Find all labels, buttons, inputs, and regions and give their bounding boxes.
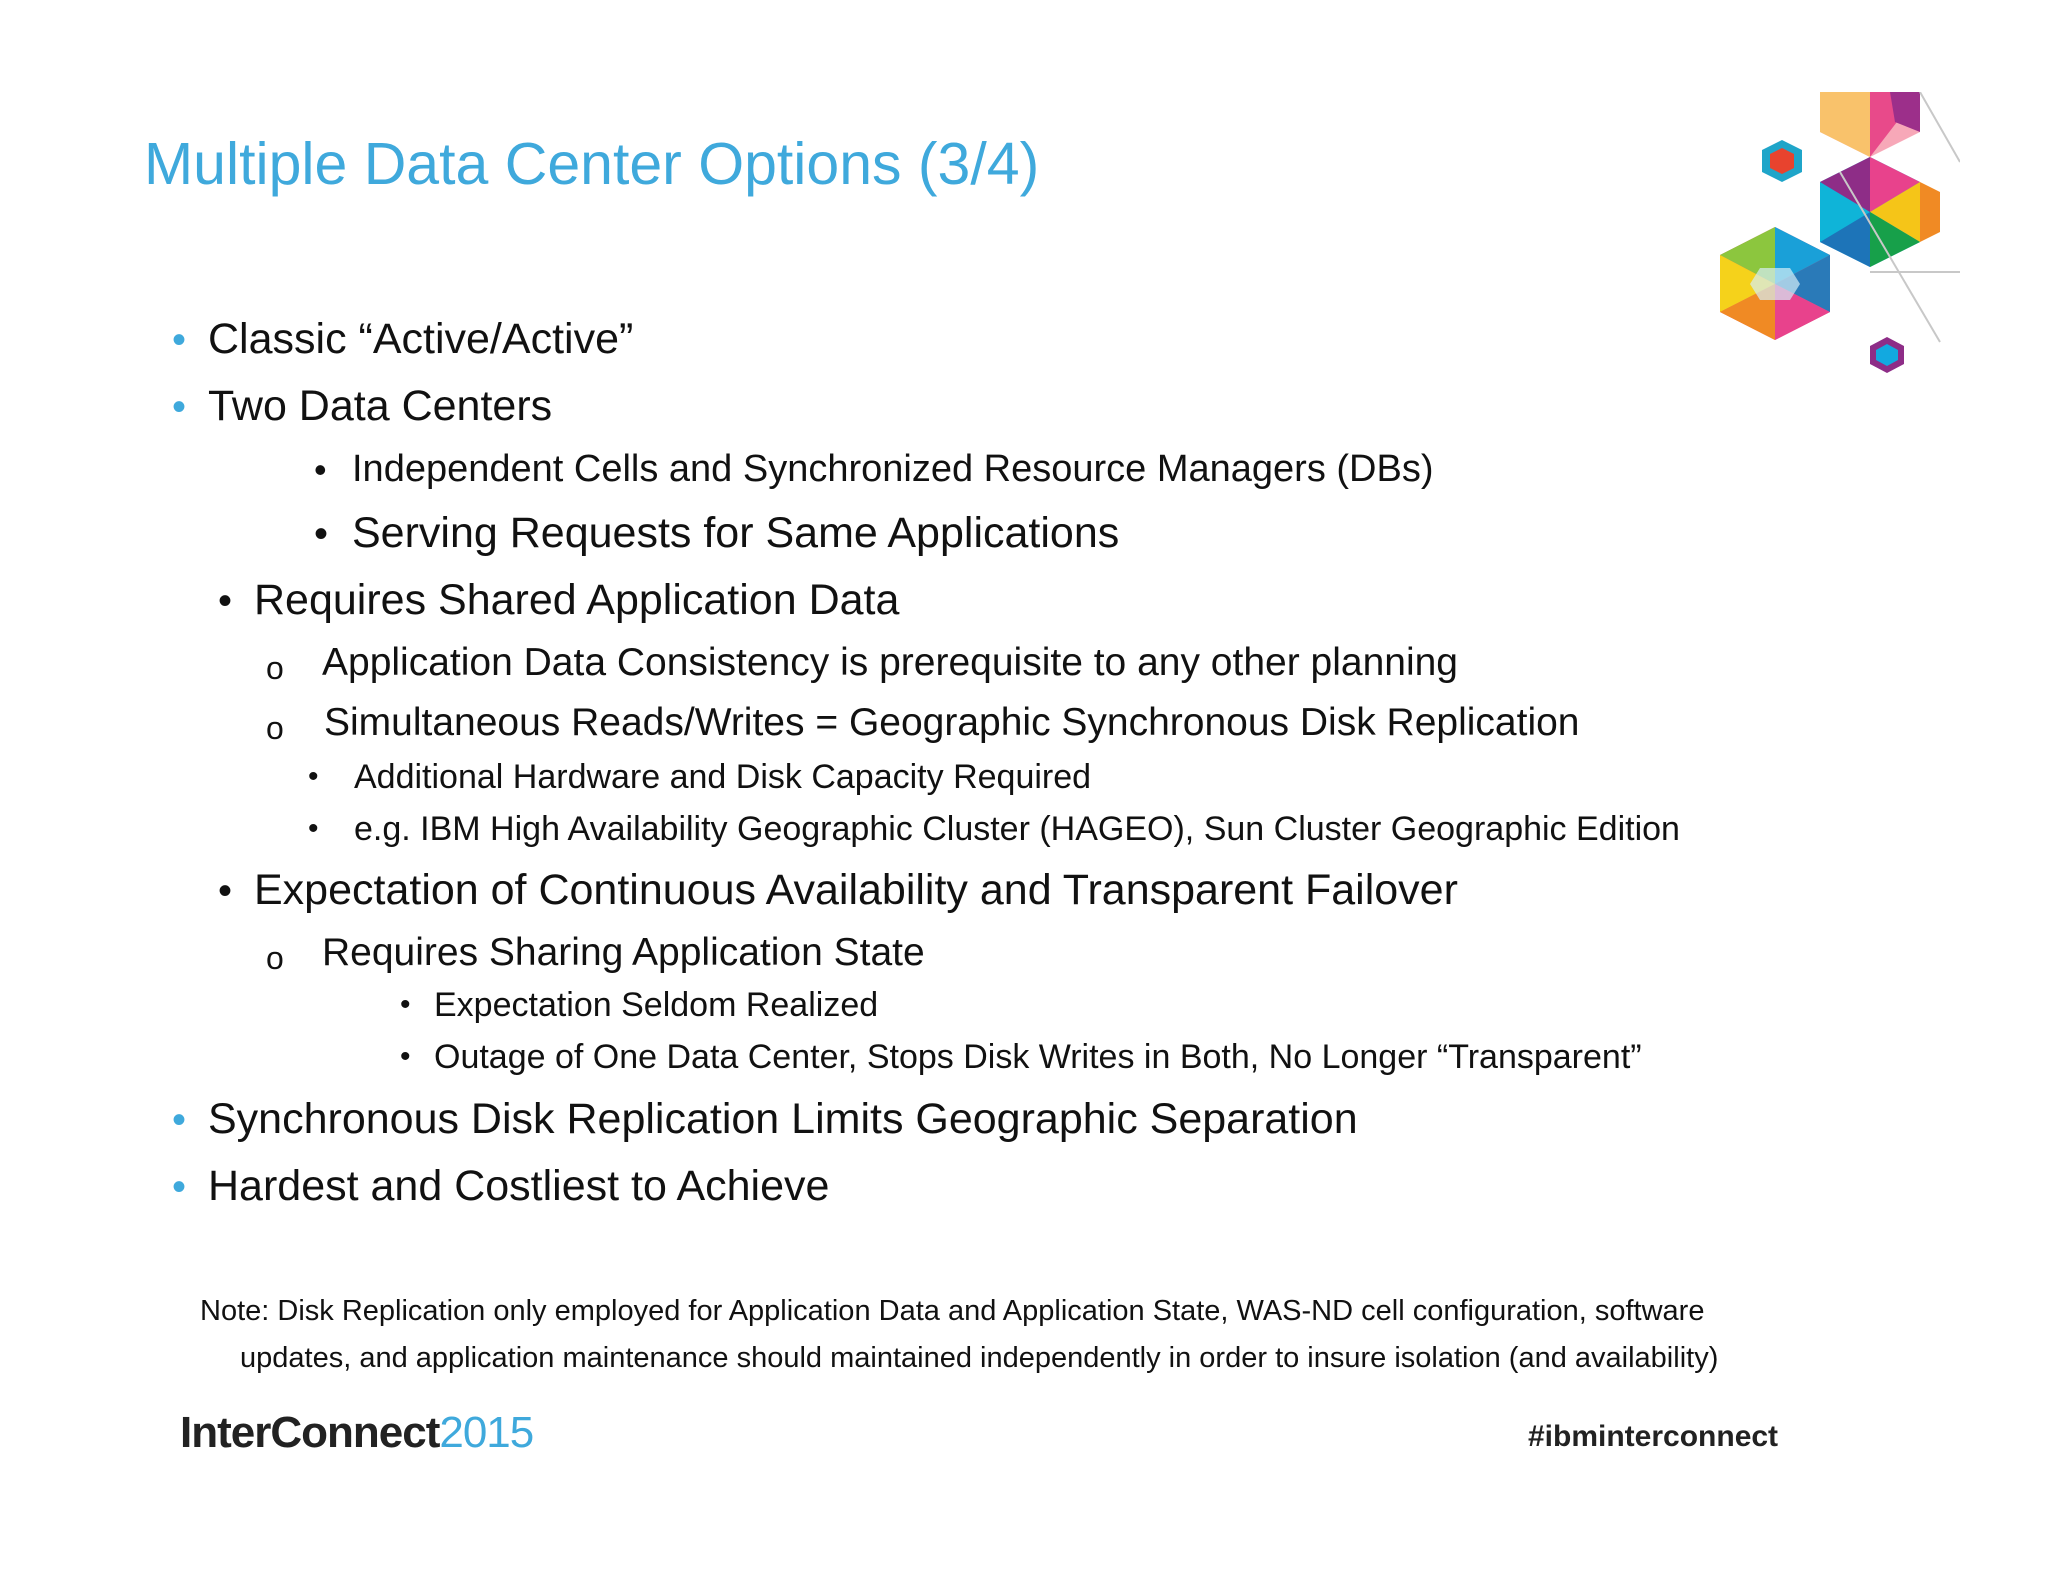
list-bullet-icon: •	[172, 1165, 187, 1209]
list-bullet-icon: o	[266, 940, 284, 976]
list-item: Expectation of Continuous Availability and Transparent Failover	[254, 866, 1458, 914]
list-item: Serving Requests for Same Applications	[352, 509, 1120, 557]
list-bullet-icon: •	[172, 318, 187, 362]
list-bullet-icon: •	[218, 579, 233, 623]
list-item: Independent Cells and Synchronized Resource Managers (DBs)	[352, 448, 1434, 490]
list-bullet-icon: •	[400, 1040, 411, 1073]
list-bullet-icon: o	[266, 710, 284, 746]
list-item: Additional Hardware and Disk Capacity Required	[354, 758, 1092, 796]
list-bullet-icon: •	[172, 1098, 187, 1142]
list-bullet-icon: •	[172, 385, 187, 429]
hashtag: #ibminterconnect	[1528, 1420, 1779, 1453]
list-item: Classic “Active/Active”	[208, 315, 634, 363]
hexagon-mosaic-graphic	[1720, 92, 1960, 382]
hexagon-rainbow-icon	[1820, 157, 1940, 267]
hexagon-left-icon	[1720, 227, 1830, 340]
footnote-line: updates, and application maintenance should maintained independently in order to insure isolation (and availability)	[240, 1342, 1719, 1374]
slide-title: Multiple Data Center Options (3/4)	[144, 131, 1040, 197]
list-item: Expectation Seldom Realized	[434, 986, 879, 1024]
footnote	[200, 1288, 1820, 1382]
list-item: Application Data Consistency is prerequisite to any other planning	[322, 641, 1458, 684]
list-item: Requires Sharing Application State	[322, 931, 925, 974]
interconnect-logo	[180, 1408, 533, 1458]
list-item: Synchronous Disk Replication Limits Geographic Separation	[208, 1095, 1358, 1143]
footnote-line: Note: Disk Replication only employed for Application Data and Application State, WAS-ND cell configuration, software	[200, 1295, 1705, 1327]
list-bullet-icon: •	[314, 449, 327, 490]
hexagon-small-red-icon	[1762, 140, 1802, 182]
hexagon-small-blue-icon	[1870, 337, 1904, 373]
list-bullet-icon: •	[308, 812, 319, 845]
list-bullet-icon: •	[308, 760, 319, 793]
list-item: e.g. IBM High Availability Geographic Cluster (HAGEO), Sun Cluster Geographic Edition	[354, 810, 1680, 848]
list-item: Hardest and Costliest to Achieve	[208, 1162, 830, 1210]
list-item: Requires Shared Application Data	[254, 576, 900, 624]
list-bullet-icon: •	[218, 869, 233, 913]
logo-brand: InterConnect	[180, 1408, 440, 1457]
list-item: Outage of One Data Center, Stops Disk Writes in Both, No Longer “Transparent”	[434, 1038, 1642, 1076]
hexagon-top-icon	[1820, 92, 1920, 157]
list-bullet-icon: o	[266, 650, 284, 686]
logo-year: 2015	[439, 1408, 534, 1457]
list-bullet-icon: •	[314, 512, 329, 556]
list-item: Two Data Centers	[208, 382, 553, 430]
list-bullet-icon: •	[400, 988, 411, 1021]
list-item: Simultaneous Reads/Writes = Geographic Synchronous Disk Replication	[324, 701, 1580, 744]
